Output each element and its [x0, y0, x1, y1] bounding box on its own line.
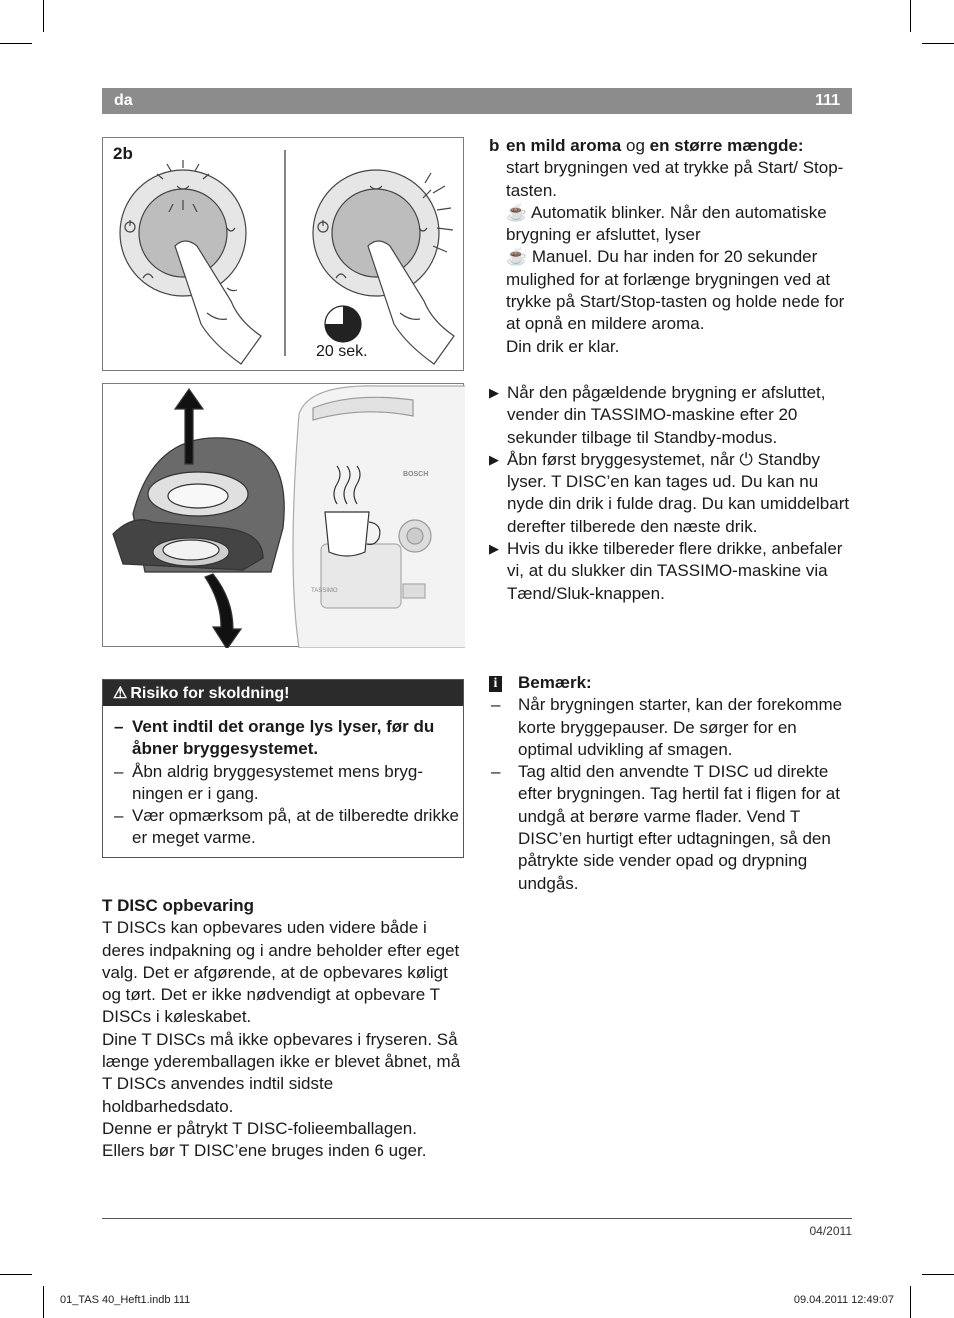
crop-mark	[0, 43, 32, 44]
step-b: b en mild aroma og en større mængde: start brygningen ved at trykke på Start/ Stop-tasten. ☕ Automatik blinker. Når den automatiske brygning er afsluttet, lyser ☕ Manuel. Du har inden for 20 sekunder mulighed for at forlænge brygningen ved at trykke på Start/Stop-tasten og holde nede for at opnå en mildere aroma. Din drik er klar.	[489, 136, 845, 356]
power-icon: ⏻	[739, 449, 753, 469]
list-item: ▶ Når den pågældende brygning er afsluttet, vender din TASSIMO-maskine efter 20 sekunder tilbage til Standby-modus.	[489, 383, 826, 447]
footer-date: 04/2011	[809, 1224, 852, 1238]
crop-mark	[43, 1286, 44, 1318]
list-item: ▶ Hvis du ikke tilbereder flere drikke, anbefaler vi, at du slukker din TASSIMO-maskine via Tænd/Sluk-knappen.	[489, 539, 843, 603]
info-icon: i	[489, 676, 502, 692]
control-panel-illustration	[103, 138, 465, 372]
page-number: 111	[815, 92, 840, 109]
arrow-icon: ▶	[489, 541, 499, 557]
list-item: – Når brygningen starter, kan der forekomme korte bryggepauser. De sørger for en optimal udvikling af smagen.	[491, 695, 843, 759]
arrow-list	[489, 382, 853, 605]
crop-mark	[910, 0, 911, 32]
print-slug-date: 09.04.2011 12:49:07	[793, 1294, 894, 1306]
warning-title: Risiko for skoldning!	[130, 685, 290, 702]
list-item: ▶ Åbn først bryggesystemet, når ⏻ Standby lyser. T DISC’en kan tages ud. Du kan nu nyde din drik i fulde drag. Du kan umiddelbart derefter tilberede den næste drik.	[489, 449, 850, 536]
automatic-cup-icon: ☕	[506, 202, 528, 222]
storage-paragraph: T DISCs kan opbevares uden videre både i deres indpakning og i andre beholder efter eget valg. Det er afgørende, at de opbevares køligt og tørt. Det er ikke nødvendigt at opbevare T DISCs i køleskabet.	[102, 918, 460, 1027]
timer-label: 20 sek.	[316, 343, 368, 360]
crop-mark	[922, 1274, 954, 1275]
manual-cup-icon: ☕	[506, 247, 528, 267]
brand-bosch: BOSCH	[403, 471, 429, 478]
arrow-icon: ▶	[489, 451, 499, 467]
page-header	[102, 88, 852, 114]
crop-mark	[922, 43, 954, 44]
language-code: da	[114, 92, 133, 109]
tassimo-machine-illustration	[103, 384, 465, 648]
list-item: – Vent indtil det orange lys lyser, før du åbner bryggesystemet.	[114, 717, 435, 759]
arrow-icon: ▶	[489, 385, 499, 400]
crop-mark	[0, 1274, 32, 1275]
list-item: – Vær opmærksom på, at de tilberedte drikke er meget varme.	[114, 806, 459, 848]
step-letter: b	[489, 136, 500, 155]
brand-tassimo: TASSIMO	[311, 588, 338, 594]
step-bold-1: en mild aroma	[506, 136, 622, 155]
crop-mark	[910, 1286, 911, 1318]
figure-machine	[102, 383, 464, 647]
storage-paragraph: Dine T DISCs må ikke opbevares i fryseren. Så længe yderemballagen ikke er blevet åbnet, må T DISCs anvendes indtil sidste holdbarhedsdato.	[102, 1029, 461, 1116]
storage-paragraph: Denne er påtrykt T DISC-folieemballagen. Ellers bør T DISC’ene bruges inden 6 uger.	[102, 1118, 427, 1161]
print-slug-file: 01_TAS 40_Heft1.indb 111	[60, 1294, 191, 1306]
warning-header	[103, 680, 463, 706]
note-section	[489, 672, 851, 895]
storage-section	[102, 895, 464, 1163]
warning-triangle-icon: ⚠	[113, 685, 128, 702]
note-title: Bemærk:	[518, 673, 592, 692]
footer-divider	[102, 1218, 852, 1219]
storage-heading: T DISC opbevaring	[102, 896, 255, 915]
list-item: – Tag altid den anvendte T DISC ud direkte efter brygningen. Tag hertil fat i fligen for at undgå at berøre varme flader. Vend T DISC’en hurtigt efter udtagningen, så den påtrykte side vender opad og drypning undgås.	[491, 762, 840, 893]
list-item: – Åbn aldrig bryggesystemet mens bryg-ningen er i gang.	[114, 761, 424, 803]
figure-label: 2b	[113, 144, 133, 163]
figure-2b	[102, 137, 464, 371]
warning-list	[110, 716, 460, 850]
crop-mark	[43, 0, 44, 32]
step-bold-2: en større mængde:	[649, 136, 804, 155]
